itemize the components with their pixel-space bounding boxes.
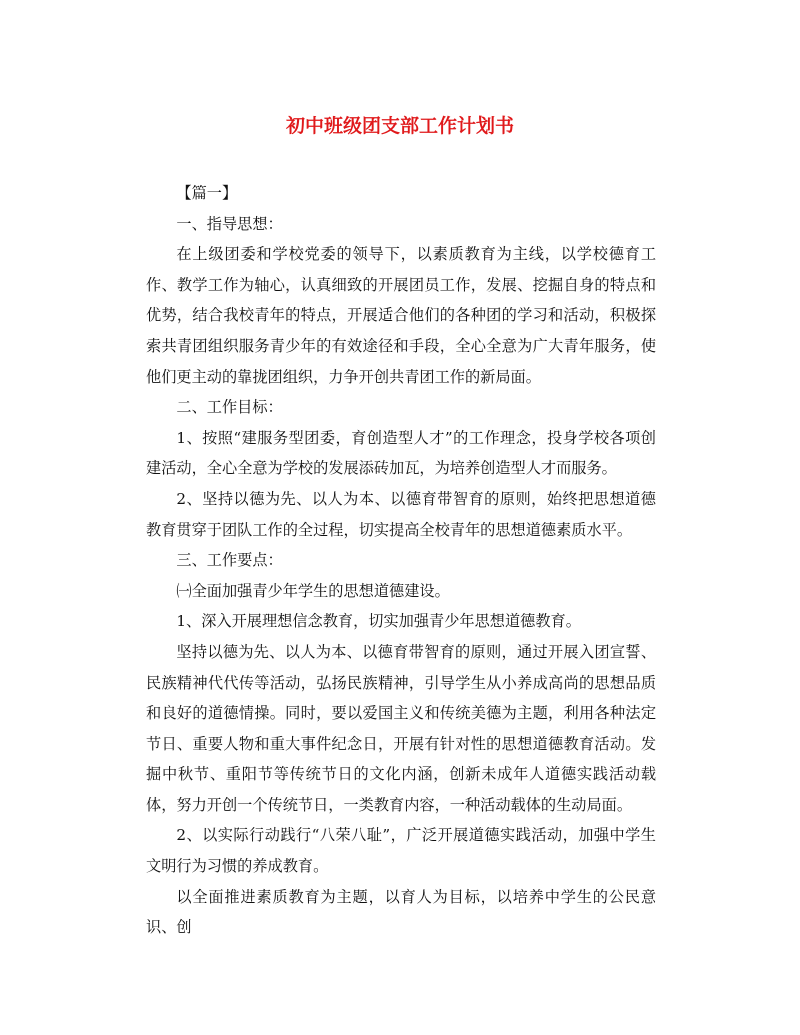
paragraph-goal-2: 2、坚持以德为先、以人为本、以德育带智育的原则，始终把思想道德教育贯穿于团队工作的全过程，切实提高全校青年的思想道德素质水平。 xyxy=(146,489,656,539)
document-body xyxy=(146,178,656,943)
section-label: 【篇一】 xyxy=(176,184,238,202)
paragraph-guiding-thought: 在上级团委和学校党委的领导下，以素质教育为主线，以学校德育工作、教学工作为轴心，认真细致的开展团员工作，发展、挖掘自身的特点和优势，结合我校青年的特点，开展适合他们的各种团的学习和活动，积极探索共青团组织服务青少年的有效途径和手段，全心全意为广大青年服务，使他们更主动的靠拢团组织，力争开创共青团工作的新局面。 xyxy=(146,245,656,386)
document-title: 初中班级团支部工作计划书 xyxy=(285,115,514,137)
heading-work-goals: 二、工作目标： xyxy=(176,398,283,417)
heading-guiding-thought: 一、指导思想： xyxy=(176,214,283,233)
paragraph-ideals-education: 坚持以德为先、以人为本、以德育带智育的原则，通过开展入团宣誓、民族精神代代传等活动，弘扬民族精神，引导学生从小养成高尚的思想品质和良好的道德情操。同时，要以爱国主义和传统美德为主题，利用各种法定节日、重要人物和重大事件纪念日，开展有针对性的思想道德教育活动。发掘中秋节、重阳节等传统节日的文化内涵，创新未成年人道德实践活动载体，努力开创一个传统节日，一类教育内容，一种活动载体的生动局面。 xyxy=(146,642,656,814)
subheading-moral-construction: ㈠全面加强青少年学生的思想道德建设。 xyxy=(176,581,450,600)
paragraph-goal-1: 1、按照“建服务型团委，育创造型人才”的工作理念，投身学校各项创建活动，全心全意为学校的发展添砖加瓦，为培养创造型人才而服务。 xyxy=(146,428,656,478)
item-ideals-education: 1、深入开展理想信念教育，切实加强青少年思想道德教育。 xyxy=(176,612,581,631)
paragraph-quality-education: 以全面推进素质教育为主题，以育人为目标，以培养中学生的公民意识、创 xyxy=(146,887,656,937)
heading-work-points: 三、工作要点： xyxy=(176,551,283,570)
item-honor-practice: 2、以实际行动践行“八荣八耻”，广泛开展道德实践活动，加强中学生文明行为习惯的养成教育。 xyxy=(146,826,656,876)
